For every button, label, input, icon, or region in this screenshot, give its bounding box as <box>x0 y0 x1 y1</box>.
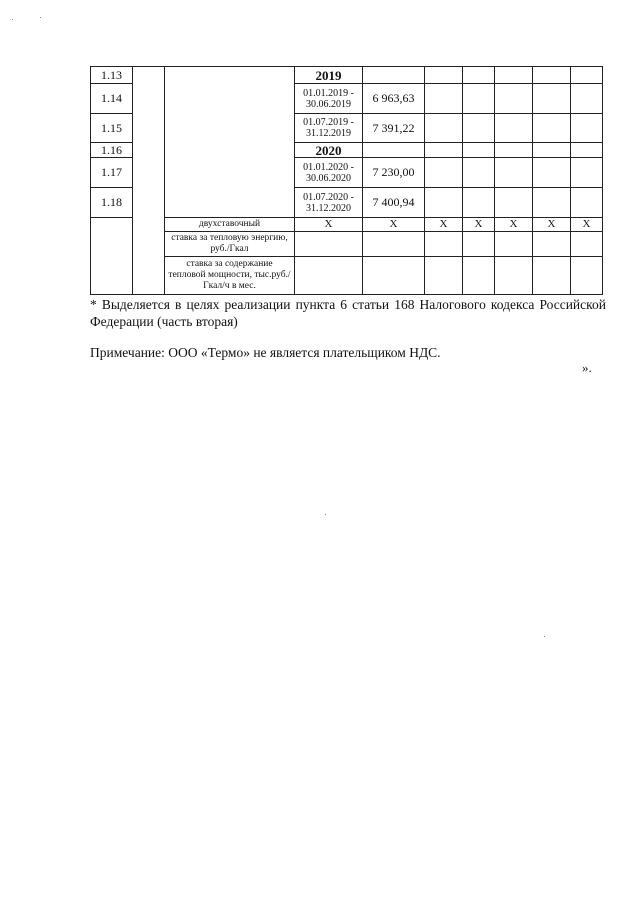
table-row <box>91 257 603 295</box>
table-row <box>91 218 603 232</box>
row-number: 1.13 <box>91 67 133 84</box>
x-mark: X <box>571 218 603 232</box>
value-cell: 6 963,63 <box>363 84 425 114</box>
capacity-rate-label: ставка за содержание тепловой мощности, тыс.руб./Гкал/ч в мес. <box>165 257 295 295</box>
scan-speck <box>40 17 41 18</box>
x-mark: X <box>425 218 463 232</box>
row-number: 1.17 <box>91 158 133 188</box>
period-cell: 01.07.2020 - 31.12.2020 <box>295 188 363 218</box>
scan-speck <box>325 514 326 515</box>
period-cell: 01.01.2020 - 30.06.2020 <box>295 158 363 188</box>
table-row <box>91 67 603 84</box>
closing-quote: ». <box>582 360 592 375</box>
value-cell <box>363 67 425 84</box>
footnote: * Выделяется в целях реализации пункта 6 статьи 168 Налогового кодекса Российской Федерации (часть вторая) <box>90 297 606 329</box>
empty-cell <box>165 67 295 218</box>
x-mark: X <box>495 218 533 232</box>
value-cell: 7 391,22 <box>363 114 425 143</box>
period-cell: 01.07.2019 - 31.12.2019 <box>295 114 363 143</box>
empty-cell <box>133 67 165 295</box>
two-rate-label: двухставочный <box>165 218 295 232</box>
row-number: 1.16 <box>91 143 133 158</box>
scan-speck <box>12 19 13 20</box>
x-mark: X <box>295 218 363 232</box>
year-cell: 2020 <box>295 143 363 158</box>
empty-cell <box>91 218 133 295</box>
x-mark: X <box>363 218 425 232</box>
x-mark: X <box>463 218 495 232</box>
energy-rate-label: ставка за тепловую энергию, руб./Гкал <box>165 232 295 257</box>
table-row <box>91 232 603 257</box>
note: Примечание: ООО «Термо» не является плательщиком НДС. <box>90 345 441 360</box>
scan-speck <box>544 636 545 637</box>
period-cell: 01.01.2019 - 30.06.2019 <box>295 84 363 114</box>
row-number: 1.14 <box>91 84 133 114</box>
row-number: 1.15 <box>91 114 133 143</box>
value-cell: 7 230,00 <box>363 158 425 188</box>
row-number: 1.18 <box>91 188 133 218</box>
tariff-table <box>90 66 603 295</box>
value-cell: 7 400,94 <box>363 188 425 218</box>
year-cell: 2019 <box>295 67 363 84</box>
x-mark: X <box>533 218 571 232</box>
